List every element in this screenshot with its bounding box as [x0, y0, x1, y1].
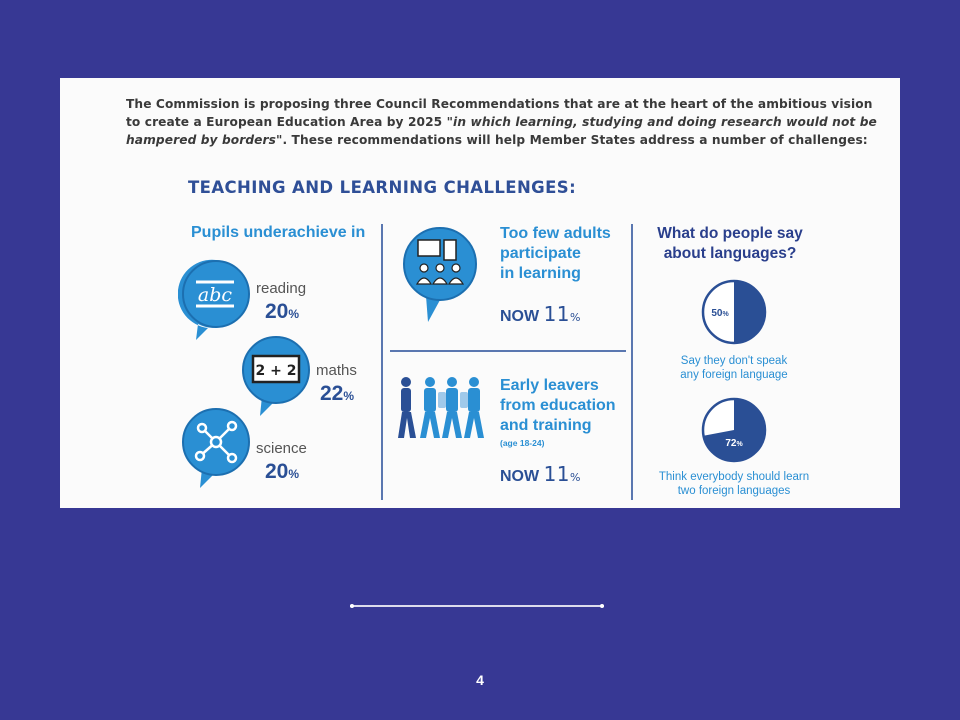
pie1-caption-line-2: any foreign language — [680, 369, 788, 381]
pie1-caption — [639, 354, 829, 382]
science-label: science — [256, 440, 307, 457]
reading-value: 20% — [265, 300, 300, 323]
intro-text — [126, 95, 886, 149]
pie-learn-two-languages — [700, 396, 768, 464]
page-number: 4 — [476, 672, 484, 688]
science-value: 20% — [265, 460, 300, 483]
leavers-now-label: NOW — [500, 468, 540, 485]
intro-line-2 — [126, 113, 886, 131]
adults-line-2: participate — [500, 245, 581, 262]
reading-label: reading — [256, 280, 307, 297]
intro-quote-a: "in which learning, studying and doing research would not be — [446, 115, 877, 129]
languages-title — [640, 224, 820, 264]
section-heading: TEACHING AND LEARNING CHALLENGES: — [188, 178, 577, 197]
pie2-caption-line-1: Think everybody should learn — [658, 471, 810, 483]
adults-now: NOW 11% — [500, 302, 581, 326]
divider-right — [631, 224, 633, 500]
pie1-slice — [734, 281, 765, 343]
svg-text:2 + 2: 2 + 2 — [255, 363, 297, 379]
pie1-caption-line-1: Say they don't speak — [680, 355, 788, 367]
languages-title-line-1: What do people say — [657, 225, 803, 242]
maths-label: maths — [316, 362, 357, 379]
intro-line-3 — [126, 131, 886, 149]
walking-people-icon — [394, 374, 490, 442]
adults-now-label: NOW — [500, 308, 540, 325]
svg-text:abc: abc — [197, 284, 233, 306]
pie2-caption — [639, 470, 829, 498]
leavers-line-2: from education — [500, 397, 616, 414]
languages-title-line-2: about languages? — [663, 245, 797, 262]
pie2-label: 72% — [725, 438, 743, 449]
maths-value: 22% — [320, 382, 355, 405]
leavers-text — [500, 376, 616, 436]
intro-line-3-b: . These recommendations will help Member States address a number of challenges: — [282, 133, 868, 147]
infographic-card — [60, 78, 900, 508]
leavers-now: NOW 11% — [500, 462, 581, 486]
leavers-age: (age 18-24) — [500, 438, 545, 448]
intro-line-1: The Commission is proposing three Council Recommendations that are at the heart of the ambitious vision — [126, 97, 873, 111]
leavers-line-3: and training — [500, 417, 592, 434]
pie1-label: 50% — [711, 308, 729, 319]
adults-line-1: Too few adults — [500, 225, 611, 242]
classroom-icon — [400, 226, 480, 324]
pupils-title: Pupils underachieve in — [191, 224, 366, 241]
footer-divider — [350, 605, 604, 607]
pie2-caption-line-2: two foreign languages — [677, 485, 791, 497]
divider-middle — [390, 350, 626, 352]
abc-icon — [178, 258, 254, 342]
divider-left — [381, 224, 383, 500]
molecule-icon — [178, 406, 254, 490]
intro-line-2-a: to create a European Education Area by 2025 — [126, 115, 447, 129]
adults-line-3: in learning — [500, 265, 581, 282]
intro-quote-b: hampered by borders" — [126, 133, 283, 147]
pie-no-foreign-language — [700, 278, 768, 346]
adults-text — [500, 224, 611, 284]
leavers-line-1: Early leavers — [500, 377, 599, 394]
